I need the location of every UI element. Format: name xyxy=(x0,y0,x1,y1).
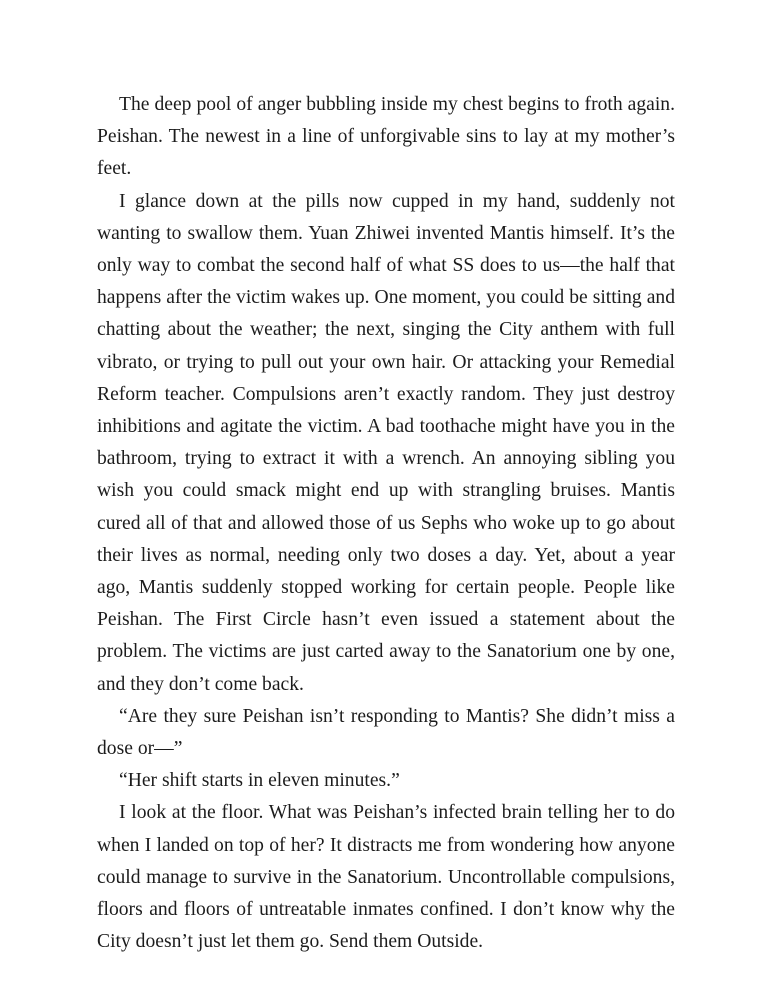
book-page-body xyxy=(97,89,675,958)
paragraph-anger: The deep pool of anger bubbling inside my chest begins to froth again. Peishan. The newest in a line of unforgivable sins to lay at my mother’s feet. xyxy=(97,94,675,180)
paragraph-sanatorium: I look at the floor. What was Peishan’s infected brain telling her to do when I landed on top of her? It distracts me from wondering how anyone could manage to survive in the Sanatorium. Uncontrollable compulsions, floors and floors of untreatable inmates confined. I don’t know why the City doesn’t just let them go. Send them Outside. xyxy=(97,802,675,953)
paragraph-mantis: I glance down at the pills now cupped in my hand, suddenly not wanting to swallow them. Yuan Zhiwei invented Mantis himself. It’s the only way to combat the second half of what SS does to us—the half that happens after the victim wakes up. One moment, you could be sitting and chatting about the weather; the next, singing the City anthem with full vibrato, or trying to pull out your own hair. Or attacking your Remedial Reform teacher. Compulsions aren’t exactly random. They just destroy inhibitions and agitate the victim. A bad toothache might have you in the bathroom, trying to extract it with a wrench. An annoying sibling you wish you could smack might end up with strangling bruises. Mantis cured all of that and allowed those of us Sephs who woke up to go about their lives as normal, needing only two doses a day. Yet, about a year ago, Mantis suddenly stopped working for certain people. People like Peishan. The First Circle hasn’t even issued a statement about the problem. The victims are just carted away to the Sanatorium one by one, and they don’t come back. xyxy=(97,190,675,695)
paragraph-dialogue-shift: “Her shift starts in eleven minutes.” xyxy=(119,770,400,792)
paragraph-dialogue-question: “Are they sure Peishan isn’t responding to Mantis? She didn’t miss a dose or—” xyxy=(97,705,675,760)
